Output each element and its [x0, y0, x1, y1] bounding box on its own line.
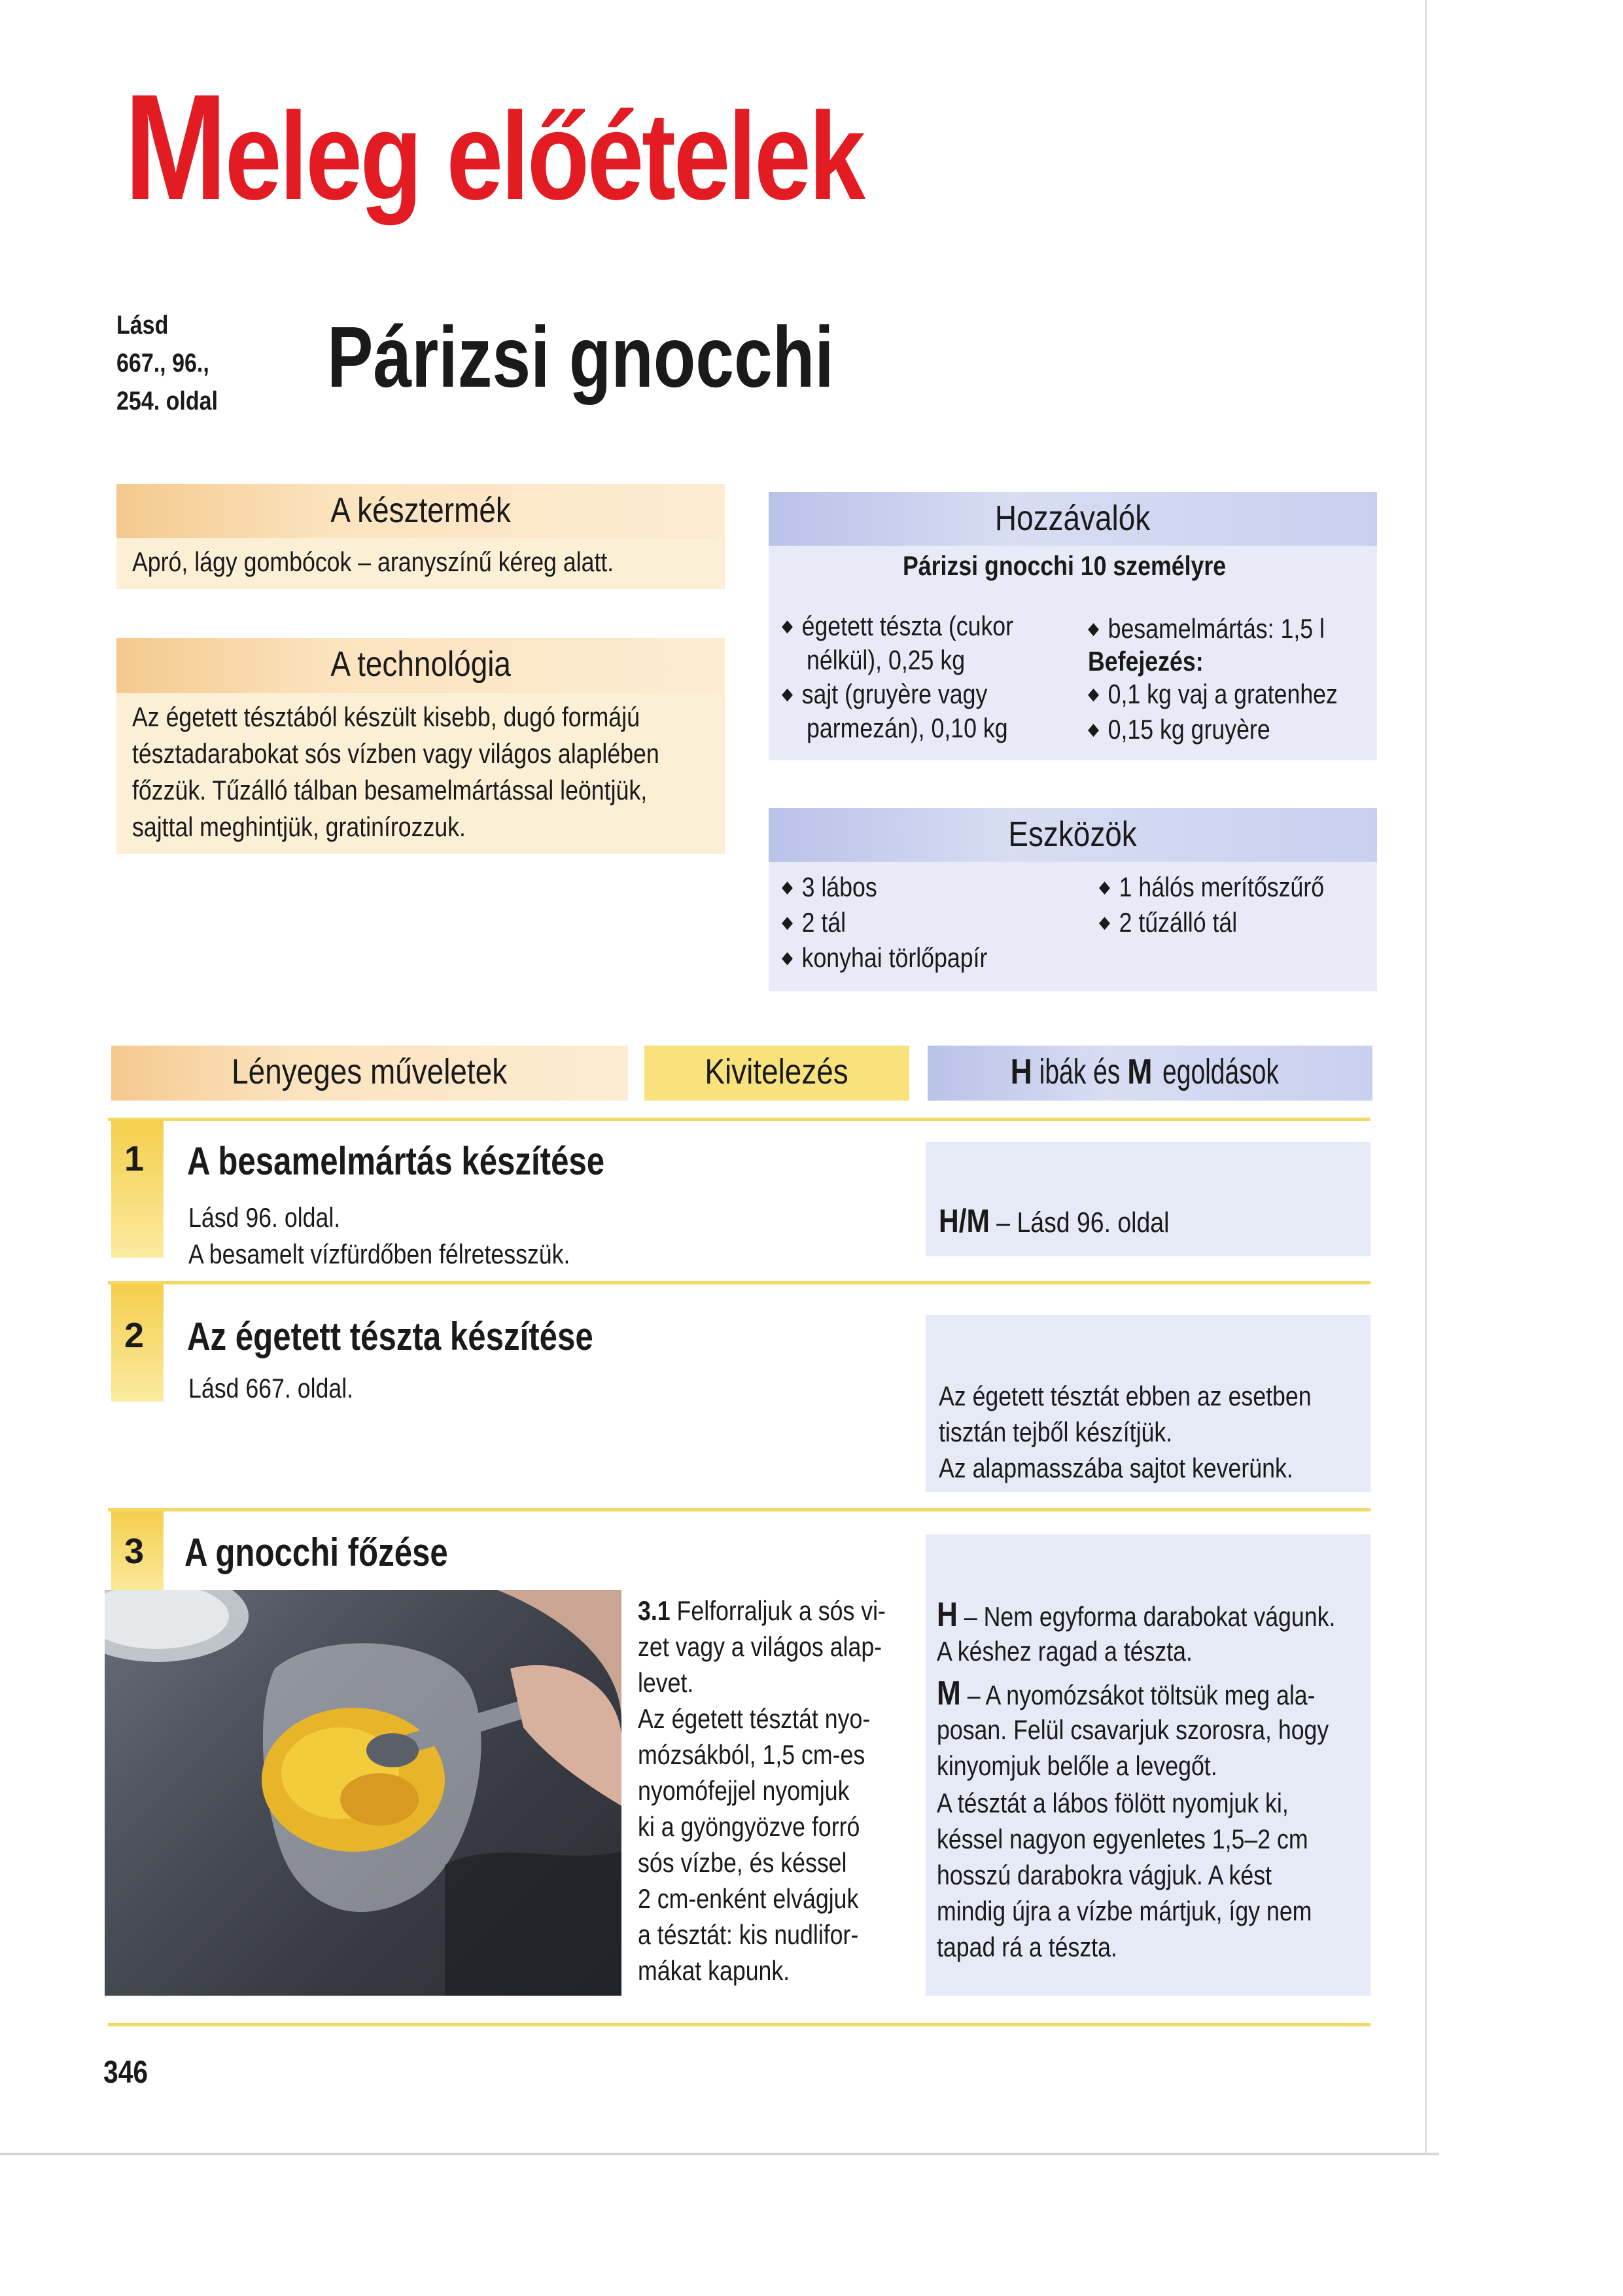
- technology-heading: A technológia: [116, 638, 725, 693]
- recipe-title: Párizsi gnocchi: [327, 309, 834, 405]
- m-text-rest: – A nyomózsákot töltsük meg ala-: [960, 1680, 1316, 1710]
- chapter-title-rest: eleg előételek: [224, 87, 864, 226]
- chapter-title: [124, 63, 864, 231]
- column-execution: Kivitelezés: [644, 1046, 909, 1101]
- ingredient-item-cont: parmezán), 0,10 kg: [807, 713, 1008, 743]
- divider: [108, 1508, 1370, 1511]
- chapter-title-initial: M: [124, 63, 225, 231]
- m-text: kinyomjuk belőle a levegőt.: [937, 1750, 1217, 1781]
- technology-line: Az égetett tésztából készült kisebb, dugó formájú: [132, 701, 640, 732]
- execution-line: levet.: [638, 1667, 694, 1698]
- tool-item: ◆ konyhai törlőpapír: [782, 942, 988, 973]
- ingredient-item: ◆ sajt (gruyère vagy: [782, 679, 988, 709]
- see-reference: [116, 306, 218, 420]
- tools-box: [769, 808, 1377, 991]
- execution-line-text: Felforraljuk a sós vi-: [670, 1595, 886, 1626]
- technology-line: főzzük. Tűzálló tálban besamelmártással leöntjük,: [132, 775, 648, 805]
- h-text: A késhez ragad a tészta.: [937, 1636, 1193, 1667]
- step-number: 2: [124, 1316, 145, 1355]
- m-text: A tésztát a lábos fölött nyomjuk ki,: [937, 1788, 1289, 1818]
- ingredients-box: [769, 492, 1377, 760]
- divider: [108, 2023, 1370, 2026]
- page-edge: [1425, 0, 1427, 2153]
- step-title: Az égetett tészta készítése: [187, 1315, 593, 1358]
- see-reference-line: 254. oldal: [116, 387, 218, 415]
- ingredient-item: ◆ égetett tészta (cukor: [782, 610, 1014, 641]
- execution-line: 2 cm-enként elvágjuk: [638, 1883, 859, 1914]
- h-text-rest: – Nem egyforma darabokat vágunk.: [957, 1601, 1336, 1632]
- divider: [108, 1281, 1370, 1284]
- h-text: [937, 1597, 1335, 1635]
- step-text: A besamelt vízfürdőben félretesszük.: [188, 1239, 570, 1269]
- execution-line: sós vízbe, és késsel: [638, 1847, 847, 1878]
- m-text: mindig újra a vízbe mártjuk, így nem: [937, 1896, 1312, 1926]
- page-edge: [0, 2153, 1439, 2155]
- column-essential-operations: Lényeges műveletek: [111, 1046, 628, 1101]
- see-reference-line: 667., 96.,: [116, 349, 209, 378]
- hm-text: tisztán tejből készítjük.: [939, 1417, 1173, 1447]
- m-text: posan. Felül csavarjuk szorosra, hogy: [937, 1714, 1329, 1745]
- technology-line: sajttal meghintjük, gratinírozzuk.: [132, 811, 466, 842]
- step-text: Lásd 667. oldal.: [188, 1373, 354, 1404]
- execution-line: mózsákból, 1,5 cm-es: [638, 1739, 865, 1770]
- ingredients-heading: Hozzávalók: [769, 492, 1377, 546]
- ingredient-item: ◆ 0,1 kg vaj a gratenhez: [1088, 679, 1338, 709]
- technology-line: tésztadarabokat sós vízben vagy világos alaplében: [132, 738, 659, 769]
- tools-heading: Eszközök: [769, 808, 1377, 862]
- gnocchi-photo-illustration: [105, 1590, 621, 1996]
- step-number: 3: [124, 1532, 145, 1571]
- m-label: M: [937, 1674, 961, 1712]
- technology-box: [116, 638, 725, 854]
- step-title: A besamelmártás készítése: [187, 1139, 605, 1183]
- execution-line: Az égetett tésztát nyo-: [638, 1703, 871, 1734]
- errors-initial-m: M: [1127, 1052, 1153, 1091]
- execution-line: a tésztát: kis nudlifor-: [638, 1919, 859, 1950]
- m-text: tapad rá a tészta.: [937, 1932, 1117, 1962]
- divider: [108, 1118, 1370, 1121]
- hm-text: Az égetett tésztát ebben az esetben: [939, 1381, 1312, 1411]
- step-title: A gnocchi főzése: [184, 1530, 448, 1574]
- step-text: Lásd 96. oldal.: [188, 1202, 341, 1233]
- execution-line: zet vagy a világos alap-: [638, 1631, 882, 1662]
- errors-rest-1: ibák és: [1039, 1052, 1121, 1091]
- execution-line: mákat kapunk.: [638, 1955, 790, 1986]
- tool-item: ◆ 3 lábos: [782, 872, 877, 902]
- errors-rest-2: egoldások: [1162, 1052, 1280, 1091]
- hm-label: H/M: [939, 1203, 990, 1239]
- sub-step-number: 3.1: [638, 1595, 671, 1626]
- execution-line: ki a gyöngyözve forró: [638, 1811, 860, 1842]
- ingredients-subtitle: Párizsi gnocchi 10 személyre: [903, 550, 1227, 581]
- step-number: 1: [124, 1139, 145, 1178]
- column-errors-solutions: [928, 1046, 1372, 1101]
- execution-line: nyomófejjel nyomjuk: [638, 1775, 850, 1806]
- see-reference-line: Lásd: [116, 311, 169, 340]
- execution-line: [638, 1592, 886, 1629]
- m-text: hosszú darabokra vágjuk. A kést: [937, 1860, 1272, 1890]
- hm-text: Az alapmasszába sajtot keverünk.: [939, 1453, 1293, 1483]
- tool-item: ◆ 2 tál: [782, 907, 846, 938]
- ingredient-item: ◆ 0,15 kg gruyère: [1088, 714, 1270, 745]
- product-box: [116, 484, 725, 589]
- h-label: H: [937, 1596, 958, 1634]
- step-photo: [105, 1590, 621, 1996]
- finish-label: Befejezés:: [1088, 646, 1204, 677]
- product-text: Apró, lágy gombócok – aranyszínű kéreg alatt.: [132, 546, 614, 577]
- tool-item: ◆ 2 tűzálló tál: [1099, 907, 1238, 938]
- hm-text-rest: – Lásd 96. oldal: [989, 1207, 1170, 1239]
- hm-text: [939, 1203, 1169, 1241]
- ingredient-item: ◆ besamelmártás: 1,5 l: [1088, 613, 1325, 644]
- m-text: késsel nagyon egyenletes 1,5–2 cm: [937, 1824, 1308, 1854]
- product-heading: A késztermék: [116, 484, 725, 538]
- ingredient-item-cont: nélkül), 0,25 kg: [807, 645, 966, 675]
- errors-initial-h: H: [1010, 1052, 1033, 1091]
- m-text: [937, 1675, 1316, 1714]
- tool-item: ◆ 1 hálós merítőszűrő: [1099, 872, 1325, 902]
- page-number: 346: [103, 2055, 148, 2090]
